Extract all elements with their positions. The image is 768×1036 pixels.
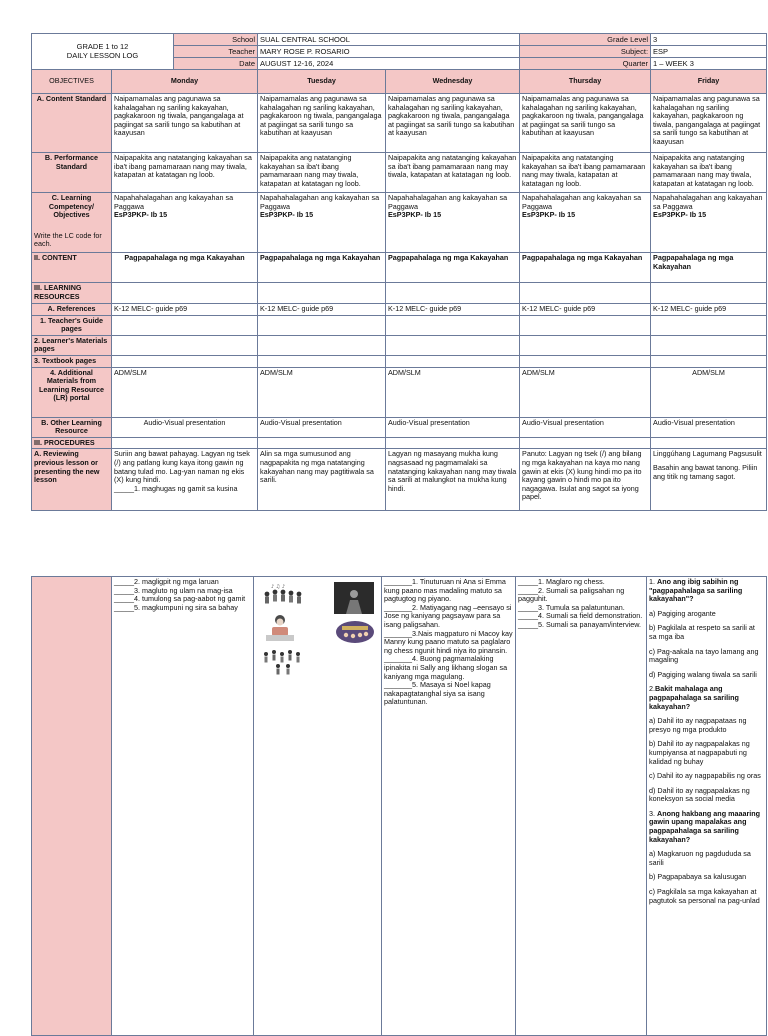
other-resources-friday: Audio-Visual presentation — [651, 417, 767, 437]
procedures-label: III. PROCEDURES — [32, 437, 112, 449]
performance-standard-tuesday: Naipapakita ang natatanging kakayahan sa iba't ibang pamamaraan nang may tiwala, katapatan at katatagan ng loob. — [258, 153, 386, 193]
competency-code: EsP3PKP- Ib 15 — [653, 210, 707, 220]
empty-cell — [112, 315, 258, 335]
additional-wednesday: ADM/SLM — [386, 367, 520, 417]
performance-standard-wednesday: Naipapakita ang natatanging kakayahan sa iba't ibang pamamaraan nang may tiwala, katapatan at katatagan ng loob. — [386, 153, 520, 193]
references-thursday: K-12 MELC- guide p69 — [520, 304, 651, 316]
choice: a) Dahil ito ay nagpapataas ng presyo ng mga produkto — [649, 716, 747, 734]
classroom-group-image — [336, 621, 374, 643]
quarter-label: Quarter — [520, 58, 651, 70]
empty-cell — [386, 355, 520, 367]
grade-range: GRADE 1 to 12 — [76, 42, 129, 51]
wednesday-item: _______2. Matiyagang nag –eensayo si Jose ng kaniyang pagsayaw para sa isang paligsahan. — [384, 602, 512, 629]
content-standard-monday: Naipamamalas ang pagunawa sa kahalagahan ng sariling kakayahan, pagkakaroon ng tiwala, pangangalaga at pagiingat sa sarili tungo sa kabutihan at kaayusan — [112, 94, 258, 153]
question-text: Ano ang ibig sabihin ng "pagpapahalaga sa sariling kakayahan"? — [649, 577, 743, 604]
content-standard-wednesday: Naipamamalas ang pagunawa sa kahalagahan ng sariling kakayahan, pagkakaroon ng tiwala, pangangalaga at pagiingat sa sarili tungo sa kabutihan at kaayusan — [386, 94, 520, 153]
competency-thursday — [520, 193, 651, 253]
content-standard-thursday: Naipamamalas ang pagunawa sa kahalagahan ng sariling kakayahan, pagkakaroon ng tiwala, pangangalaga at pagiingat sa sarili tungo sa kabutihan at kaayusan — [520, 94, 651, 153]
thursday-item: _____3. Tumula sa palatuntunan. — [518, 602, 625, 612]
question-number: 3. — [649, 808, 655, 818]
activity-illustrations — [258, 580, 376, 676]
empty-cell — [651, 283, 767, 304]
empty-cell — [386, 315, 520, 335]
thursday-items — [516, 577, 647, 1036]
performance-standard-friday: Naipapakita ang natatanging kakayahan sa iba't ibang pamamaraan nang may tiwala, katapatan at katatagan ng loob. — [651, 153, 767, 193]
competency-code: EsP3PKP- Ib 15 — [522, 210, 576, 220]
competency-text: Napahahalagahan ang kakayahan sa Paggawa — [260, 193, 380, 211]
references-tuesday: K-12 MELC- guide p69 — [258, 304, 386, 316]
choice: d) Dahil ito ay nagpapalakas ng koneksyon sa social media — [649, 785, 750, 804]
date-label: Date — [174, 58, 258, 70]
empty-cell — [651, 355, 767, 367]
wednesday-item: _______1. Tinuturuan ni Ana si Emma kung paano mas madaling matuto sa pagtugtog ng piyano. — [384, 577, 506, 604]
grade-level-value: 3 — [651, 34, 767, 46]
content-thursday: Pagpapahalaga ng mga Kakayahan — [520, 253, 651, 283]
day-friday: Friday — [651, 70, 767, 94]
content-monday: Pagpapahalaga ng mga Kakayahan — [112, 253, 258, 283]
reviewing-monday — [112, 449, 258, 511]
reviewing-wednesday: Lagyan ng masayang mukha kung nagsasaad ng pagmamalaki sa natatanging kakayahan nang may tiwala sa sarili at malungkot na mukha kung hindi. — [386, 449, 520, 511]
objectives-heading: OBJECTIVES — [32, 70, 112, 94]
question-1 — [649, 578, 764, 604]
competency-text: Napahahalagahan ang kakayahan sa Paggawa — [522, 193, 642, 211]
monday-item: _____2. magligpit ng mga laruan — [114, 577, 219, 586]
content-wednesday: Pagpapahalaga ng mga Kakayahan — [386, 253, 520, 283]
friday-test-instructions: Basahin ang bawat tanong. Piliin ang titik ng tamang sagot. — [653, 462, 758, 481]
empty-cell — [112, 437, 258, 449]
day-thursday: Thursday — [520, 70, 651, 94]
day-wednesday: Wednesday — [386, 70, 520, 94]
question-text: Bakit mahalaga ang pagpapahalaga sa sariling kakayahan? — [649, 684, 739, 711]
choice: b) Pagkilala at respeto sa sarili at sa mga iba — [649, 623, 755, 641]
thursday-item: _____5. Sumali sa panayam/interview. — [518, 619, 642, 629]
empty-cell — [520, 437, 651, 449]
reviewing-monday-instructions: Suriin ang bawat pahayag. Lagyan ng tsek (/) ang patlang kung kaya itong gawin ng batang tulad mo. Lag-yan naman ng ekis (X) kung hindi. — [114, 449, 250, 485]
day-monday: Monday — [112, 70, 258, 94]
competency-text: Napahahalagahan ang kakayahan sa Paggawa — [653, 193, 763, 211]
content-tuesday: Pagpapahalaga ng mga Kakayahan — [258, 253, 386, 283]
reviewing-monday-item: _____1. maghugas ng gamit sa kusina — [114, 483, 238, 493]
subject-label: Subject: — [520, 46, 651, 58]
choice: a) Pagiging arogante — [649, 608, 716, 618]
day-tuesday: Tuesday — [258, 70, 386, 94]
competency-wednesday — [386, 193, 520, 253]
other-resources-tuesday: Audio-Visual presentation — [258, 417, 386, 437]
teacher-label: Teacher — [174, 46, 258, 58]
monday-item: _____5. magkumpuni ng sira sa bahay — [114, 602, 238, 612]
choice: a) Magkaruon ng pagdududa sa sarili — [649, 849, 751, 867]
question-3 — [649, 810, 764, 844]
empty-cell — [258, 315, 386, 335]
learning-resources-label: III. LEARNING RESOURCES — [32, 283, 112, 304]
references-wednesday: K-12 MELC- guide p69 — [386, 304, 520, 316]
competency-code: EsP3PKP- Ib 15 — [388, 210, 442, 220]
empty-cell — [520, 335, 651, 355]
competency-note: Write the LC code for each. — [34, 230, 102, 249]
wednesday-item: _______4. Buong pagmamalaking ipinakita ni Sally ang likhang slogan sa kaniyang mga magulang. — [384, 654, 508, 681]
choice: b) Pagpapabaya sa kalusugan — [649, 872, 747, 882]
child-drawing-image — [266, 615, 294, 641]
monday-item: _____3. magluto ng ulam na mag-isa — [114, 585, 233, 595]
svg-text:♪ ♫ ♪: ♪ ♫ ♪ — [271, 584, 286, 590]
other-resources-label: B. Other Learning Resource — [32, 417, 112, 437]
children-dancing-image — [264, 650, 300, 675]
competency-code: EsP3PKP- Ib 15 — [114, 210, 168, 220]
empty-cell — [386, 283, 520, 304]
question-2 — [649, 685, 764, 711]
wednesday-items — [382, 577, 516, 1036]
lesson-log-table-continued — [31, 576, 767, 1036]
teacher-value: MARY ROSE P. ROSARIO — [258, 46, 520, 58]
question-text: Anong hakbang ang maaaring gawin upang mapalakas ang pagpapahalaga sa sariling kakayahan? — [649, 808, 761, 844]
teachers-guide-label: 1. Teacher's Guide pages — [32, 315, 112, 335]
performance-standard-label: B. Performance Standard — [32, 153, 112, 193]
additional-tuesday: ADM/SLM — [258, 367, 386, 417]
reviewing-friday — [651, 449, 767, 511]
wednesday-item: _______3.Nais magpaturo ni Macoy kay Manny kung paano matuto sa paglalaro ng chess ngunit hindi niya ito pinansin. — [384, 628, 513, 655]
school-label: School — [174, 34, 258, 46]
competency-tuesday — [258, 193, 386, 253]
empty-cell — [651, 335, 767, 355]
references-friday: K-12 MELC- guide p69 — [651, 304, 767, 316]
empty-cell — [258, 335, 386, 355]
monday-items — [112, 577, 254, 1036]
content-friday: Pagpapahalaga ng mga Kakayahan — [651, 253, 767, 283]
friday-test — [647, 577, 767, 1036]
other-resources-monday: Audio-Visual presentation — [112, 417, 258, 437]
performance-standard-monday: Naipapakita ang natatanging kakayahan sa iba't ibang pamamaraan nang may tiwala, katapatan at katatagan ng loob. — [112, 153, 258, 193]
competency-monday — [112, 193, 258, 253]
empty-cell — [258, 437, 386, 449]
additional-thursday: ADM/SLM — [520, 367, 651, 417]
wednesday-item: _______5. Masaya si Noel kapag nakapagtatanghal siya sa isang palatuntunan. — [384, 680, 491, 707]
empty-cell — [520, 315, 651, 335]
reviewing-label: A. Reviewing previous lesson or presenting the new lesson — [32, 449, 112, 511]
friday-test-title: Linggúhang Lagumang Pagsusulit — [653, 449, 762, 459]
competency-friday — [651, 193, 767, 253]
empty-cell — [258, 283, 386, 304]
empty-cell — [520, 283, 651, 304]
question-number: 2. — [649, 684, 655, 694]
lesson-log-table — [31, 33, 767, 511]
competency-text: Napahahalagahan ang kakayahan sa Paggawa — [388, 193, 508, 211]
children-singing-image — [265, 584, 302, 604]
thursday-item: _____2. Sumali sa paligsahan ng pagguhit. — [518, 585, 625, 604]
empty-cell — [651, 437, 767, 449]
thursday-item: _____1. Maglaro ng chess. — [518, 577, 605, 586]
grade-level-label: Grade Level — [520, 34, 651, 46]
reviewing-thursday: Panuto: Lagyan ng tsek (/) ang bilang ng mga kakayahan na kaya mo nang gawin at ekis (X) kung hindi mo pa ito kayang gawin o hindi mo pa ito nagagawa. Isulat ang sagot sa iyong papel. — [520, 449, 651, 511]
references-monday: K-12 MELC- guide p69 — [112, 304, 258, 316]
empty-cell — [520, 355, 651, 367]
references-label: A. References — [32, 304, 112, 316]
date-value: AUGUST 12-16, 2024 — [258, 58, 520, 70]
learners-materials-label: 2. Learner's Materials pages — [32, 335, 112, 355]
content-label: II. CONTENT — [32, 253, 112, 283]
other-resources-wednesday: Audio-Visual presentation — [386, 417, 520, 437]
question-number: 1. — [649, 577, 655, 586]
log-title — [32, 34, 174, 70]
empty-cell — [112, 283, 258, 304]
empty-cell — [112, 335, 258, 355]
choice: c) Dahil ito ay nagpapabilis ng oras — [649, 771, 761, 781]
empty-cell — [258, 355, 386, 367]
textbook-label: 3. Textbook pages — [32, 355, 112, 367]
tuesday-images — [254, 577, 382, 1036]
stage-performance-image — [334, 582, 374, 614]
subject-value: ESP — [651, 46, 767, 58]
content-standard-tuesday: Naipamamalas ang pagunawa sa kahalagahan ng sariling kakayahan, pagkakaroon ng tiwala, pangangalaga at pagiingat sa sarili tungo sa kabutihan at kaayusan — [258, 94, 386, 153]
additional-monday: ADM/SLM — [112, 367, 258, 417]
thursday-item: _____4. Sumali sa field demonstration. — [518, 611, 643, 621]
choice: c) Pagkilala sa mga kakayahan at pagtutok sa personal na pag-unlad — [649, 887, 760, 905]
choice: b) Dahil ito ay nagpapalakas ng kumpiyansa at nagpapabuti ng kalidad ng buhay — [649, 739, 750, 766]
empty-cell — [112, 355, 258, 367]
empty-cell — [651, 315, 767, 335]
choice: d) Pagiging walang tiwala sa sarili — [649, 669, 757, 679]
competency-label-cell — [32, 193, 112, 253]
quarter-value: 1 – WEEK 3 — [651, 58, 767, 70]
daily-lesson-log: DAILY LESSON LOG — [66, 51, 139, 60]
other-resources-thursday: Audio-Visual presentation — [520, 417, 651, 437]
school-value: SUAL CENTRAL SCHOOL — [258, 34, 520, 46]
content-standard-friday: Naipamamalas ang pagunawa sa kahalagahan ng sariling kakayahan, pagkakaroon ng tiwala, pangangalaga at pagiingat sa sarili tungo sa kabutihan at kaayusan — [651, 94, 767, 153]
choice: c) Pag-aakala na tayo lamang ang magaling — [649, 646, 759, 665]
additional-friday: ADM/SLM — [651, 367, 767, 417]
competency-code: EsP3PKP- Ib 15 — [260, 210, 314, 220]
competency-text: Napahahalagahan ang kakayahan sa Paggawa — [114, 193, 234, 211]
competency-label: C. Learning Competency/ Objectives — [48, 193, 95, 220]
content-standard-label: A. Content Standard — [32, 94, 112, 153]
performance-standard-thursday: Naipapakita ang natatanging kakayahan sa iba't ibang pamamaraan nang may tiwala, katapatan at katatagan ng loob. — [520, 153, 651, 193]
reviewing-tuesday: Alin sa mga sumusunod ang nagpapakita ng mga natatanging kakayahan nang may pagtitiwala sa sarili. — [258, 449, 386, 511]
empty-cell — [386, 437, 520, 449]
procedures-label-continued — [32, 577, 112, 1036]
empty-cell — [386, 335, 520, 355]
monday-item: _____4. tumulong sa pag-aabot ng gamit — [114, 594, 246, 604]
additional-materials-label: 4. Additional Materials from Learning Resource (LR) portal — [32, 367, 112, 417]
